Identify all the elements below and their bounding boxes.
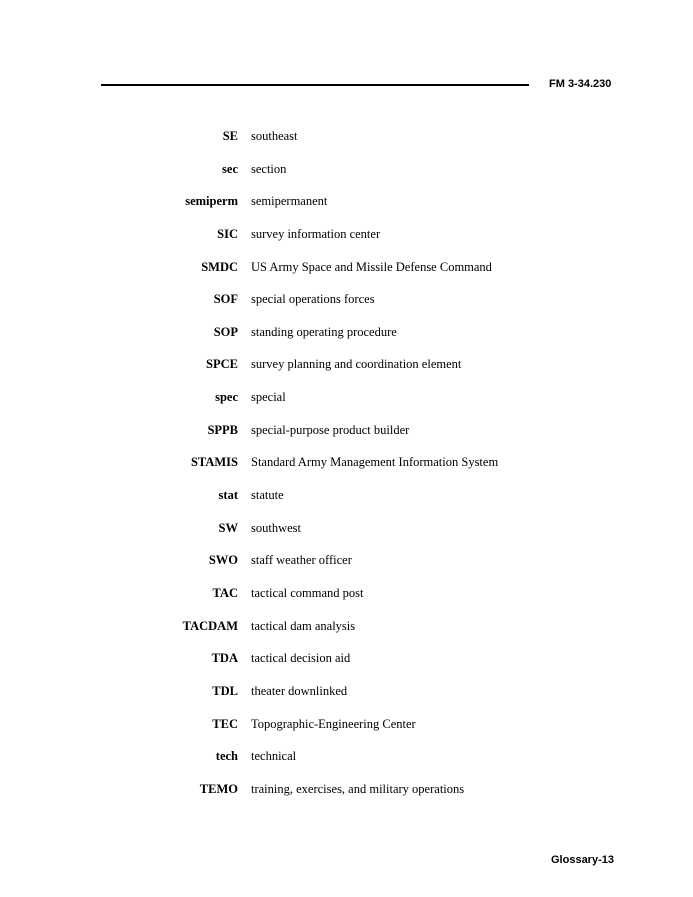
glossary-term: semiperm bbox=[185, 194, 238, 209]
glossary-entry bbox=[0, 748, 693, 781]
glossary-term: sec bbox=[222, 161, 238, 176]
glossary-term: SOF bbox=[213, 292, 238, 307]
glossary-entry bbox=[0, 356, 693, 389]
glossary-definition: special operations forces bbox=[251, 292, 375, 307]
glossary-entry bbox=[0, 259, 693, 292]
glossary-entry bbox=[0, 193, 693, 226]
glossary-term: TEMO bbox=[199, 781, 238, 796]
glossary-entry bbox=[0, 422, 693, 455]
glossary-definition: Topographic-Engineering Center bbox=[251, 716, 416, 731]
glossary-definition: special bbox=[251, 390, 286, 405]
glossary-term: TDA bbox=[211, 651, 238, 666]
header-rule bbox=[101, 84, 529, 86]
glossary-definition: semipermanent bbox=[251, 194, 328, 209]
glossary-definition: statute bbox=[251, 488, 284, 503]
document-id: FM 3-34.230 bbox=[549, 78, 612, 90]
glossary-term: SE bbox=[222, 129, 238, 143]
glossary-definition: technical bbox=[251, 749, 297, 764]
glossary-entry bbox=[0, 128, 693, 161]
glossary-definition: special-purpose product builder bbox=[251, 422, 410, 437]
glossary-term: SOP bbox=[213, 324, 238, 339]
glossary-definition: Standard Army Management Information System bbox=[251, 455, 499, 470]
glossary-entry bbox=[0, 161, 693, 194]
glossary-definition: southeast bbox=[251, 129, 298, 143]
page-number: Glossary-13 bbox=[551, 854, 614, 866]
glossary-entry bbox=[0, 520, 693, 553]
glossary-entry bbox=[0, 716, 693, 749]
glossary-definition: standing operating procedure bbox=[251, 324, 397, 339]
glossary-definition: training, exercises, and military operations bbox=[251, 781, 465, 796]
glossary-definition: tactical command post bbox=[251, 585, 364, 600]
glossary-entry bbox=[0, 487, 693, 520]
glossary-term: SW bbox=[218, 520, 238, 535]
glossary-term: stat bbox=[218, 488, 238, 503]
glossary-definition: section bbox=[251, 161, 287, 176]
glossary-term: SPPB bbox=[207, 422, 238, 437]
glossary-definition: survey planning and coordination element bbox=[251, 357, 462, 372]
glossary-definition: survey information center bbox=[251, 226, 381, 241]
glossary-list bbox=[0, 128, 693, 813]
glossary-term: SMDC bbox=[201, 259, 238, 274]
glossary-term: TACDAM bbox=[182, 618, 238, 633]
glossary-entry bbox=[0, 389, 693, 422]
glossary-definition: tactical decision aid bbox=[251, 651, 351, 666]
glossary-term: TDL bbox=[212, 683, 238, 698]
glossary-entry bbox=[0, 781, 693, 814]
glossary-entry bbox=[0, 552, 693, 585]
glossary-term: spec bbox=[215, 390, 238, 405]
glossary-term: SWO bbox=[208, 553, 238, 568]
glossary-term: tech bbox=[215, 749, 238, 764]
glossary-entry bbox=[0, 683, 693, 716]
glossary-entry bbox=[0, 618, 693, 651]
glossary-entry bbox=[0, 454, 693, 487]
glossary-term: SIC bbox=[217, 226, 238, 241]
glossary-definition: US Army Space and Missile Defense Command bbox=[251, 259, 492, 274]
glossary-definition: theater downlinked bbox=[251, 683, 348, 698]
glossary-entry bbox=[0, 585, 693, 618]
glossary-definition: tactical dam analysis bbox=[251, 618, 356, 633]
glossary-definition: staff weather officer bbox=[251, 553, 352, 568]
glossary-entry bbox=[0, 226, 693, 259]
glossary-definition: southwest bbox=[251, 520, 301, 535]
glossary-entry bbox=[0, 650, 693, 683]
glossary-entry bbox=[0, 324, 693, 357]
glossary-term: TAC bbox=[212, 585, 238, 600]
glossary-term: STAMIS bbox=[190, 455, 238, 470]
glossary-entry bbox=[0, 291, 693, 324]
glossary-term: TEC bbox=[212, 716, 238, 731]
glossary-term: SPCE bbox=[206, 357, 238, 372]
